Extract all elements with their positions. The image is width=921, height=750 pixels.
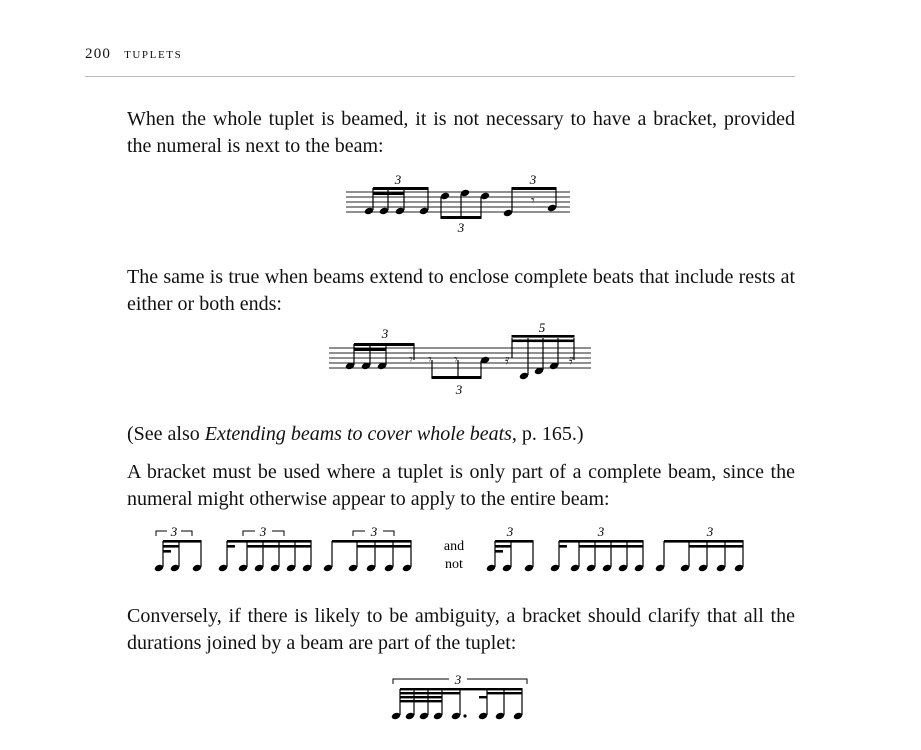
tuplet-numeral: 3 [170, 524, 178, 539]
running-head [85, 46, 182, 63]
paragraph-5: Conversely, if there is likely to be ambiguity, a bracket should clarify that all the durations joined by a beam are part of the tuplet: [127, 605, 795, 654]
see-also-prefix: (See also [127, 423, 205, 445]
header-rule [85, 76, 795, 77]
see-also-suffix: , p. 165.) [511, 423, 584, 445]
tuplet-numeral: 3 [506, 524, 514, 539]
tuplet-numeral: 3 [455, 382, 463, 397]
tuplet-numeral: 3 [370, 524, 378, 539]
svg-text:𝄾: 𝄾 [409, 353, 413, 368]
paragraph-4: A bracket must be used where a tuplet is only part of a complete beam, since the numeral might otherwise appear to apply to the entire beam: [127, 461, 795, 510]
tuplet-numeral: 5 [538, 320, 546, 335]
section-title: tuplets [124, 46, 183, 62]
music-example-2 [325, 320, 600, 402]
paragraph-1: When the whole tuplet is beamed, it is not necessary to have a bracket, provided the numeral is next to the beam: [127, 108, 795, 157]
cross-reference-title: Extending beams to cover whole beats [204, 423, 512, 445]
tuplet-numeral: 3 [454, 672, 462, 687]
paragraph-3 [127, 421, 795, 448]
music-example-3 [148, 522, 768, 584]
tuplet-numeral: 3 [394, 172, 402, 187]
tuplet-numeral: 3 [529, 172, 537, 187]
page-number: 200 [85, 46, 112, 62]
separator-and: and [443, 539, 465, 554]
separator-not: not [445, 557, 463, 572]
svg-text:𝄾: 𝄾 [454, 353, 458, 368]
tuplet-numeral: 3 [259, 524, 267, 539]
music-example-4 [385, 670, 535, 728]
svg-text:𝄾: 𝄾 [531, 194, 535, 209]
svg-text:𝄿: 𝄿 [505, 353, 510, 368]
svg-text:𝄿: 𝄿 [569, 353, 574, 368]
tuplet-numeral: 3 [706, 524, 714, 539]
tuplet-numeral: 3 [597, 524, 605, 539]
music-example-1 [340, 170, 580, 240]
svg-text:𝄾: 𝄾 [428, 353, 432, 368]
tuplet-numeral: 3 [381, 326, 389, 341]
paragraph-2: The same is true when beams extend to enclose complete beats that include rests at either or both ends: [127, 266, 795, 315]
tuplet-numeral: 3 [457, 220, 465, 235]
